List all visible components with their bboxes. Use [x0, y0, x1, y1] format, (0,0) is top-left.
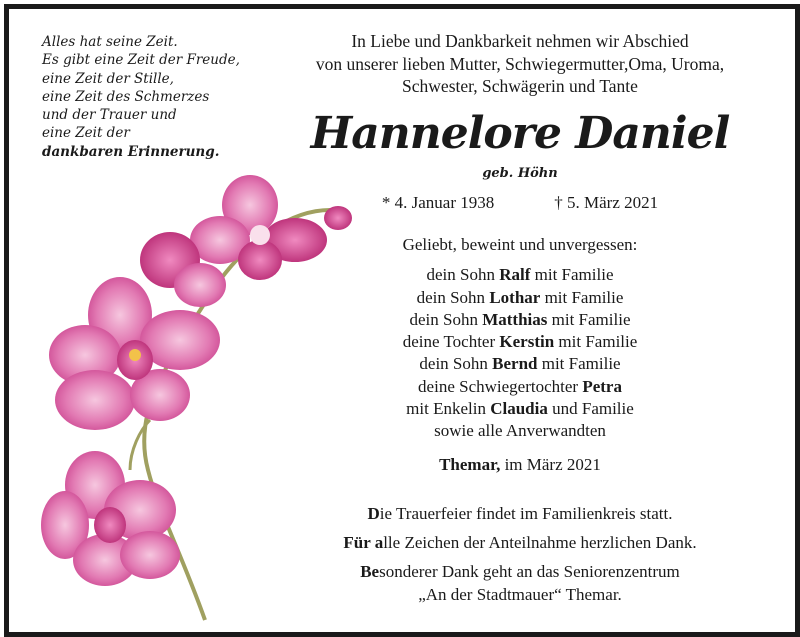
mourner-line: deine Tochter Kerstin mit Familie [402, 332, 638, 352]
mourners-intro: Geliebt, beweint und unvergessen: [402, 235, 638, 254]
notes [270, 502, 770, 606]
note-line: Besonderer Dank geht an das Seniorenzentrum [360, 562, 680, 581]
life-dates [270, 192, 770, 214]
intro-line: Schwester, Schwägerin und Tante [402, 76, 638, 96]
mourners-outro: sowie alle Anverwandten [434, 421, 606, 441]
mourner-line: dein Sohn Matthias mit Familie [409, 309, 631, 329]
birth-date: * 4. Januar 1938 [381, 193, 495, 212]
mourners-list [270, 234, 770, 443]
poem-line: eine Zeit des Schmerzes [42, 88, 210, 105]
poem [42, 33, 252, 161]
mourner-line: mit Enkelin Claudia und Familie [406, 399, 634, 419]
deceased-name: Hannelore Daniel [310, 108, 730, 159]
birth-name: geb. Höhn [482, 166, 558, 181]
poem-last-line: dankbaren Erinnerung. [42, 143, 220, 160]
mourner-line: dein Sohn Bernd mit Familie [419, 354, 621, 374]
poem-line: Es gibt eine Zeit der Freude, [42, 52, 240, 69]
note-line: Die Trauerfeier findet im Familienkreis statt. [367, 504, 673, 523]
note-line: Für alle Zeichen der Anteilnahme herzlichen Dank. [343, 533, 697, 552]
intro-text [270, 30, 770, 98]
mourner-line: dein Sohn Lothar mit Familie [416, 287, 624, 307]
note-last-line: „An der Stadtmauer“ Themar. [418, 585, 622, 604]
place-date-text: im März 2021 [500, 455, 601, 474]
poem-line: Alles hat seine Zeit. [42, 34, 178, 50]
mourner-line: deine Schwiegertochter Petra [418, 376, 622, 396]
poem-line: eine Zeit der Stille, [42, 70, 174, 87]
intro-line: In Liebe und Dankbarkeit nehmen wir Abschied [351, 31, 689, 51]
poem-line: und der Trauer und [42, 107, 177, 124]
place-date [270, 454, 770, 476]
place-town: Themar, [439, 455, 501, 474]
death-date: † 5. März 2021 [554, 193, 659, 212]
mourner-line: dein Sohn Ralf mit Familie [426, 265, 614, 285]
poem-line: eine Zeit der [42, 125, 130, 142]
intro-line: von unserer lieben Mutter, Schwiegermutter,Oma, Uroma, [315, 53, 725, 74]
